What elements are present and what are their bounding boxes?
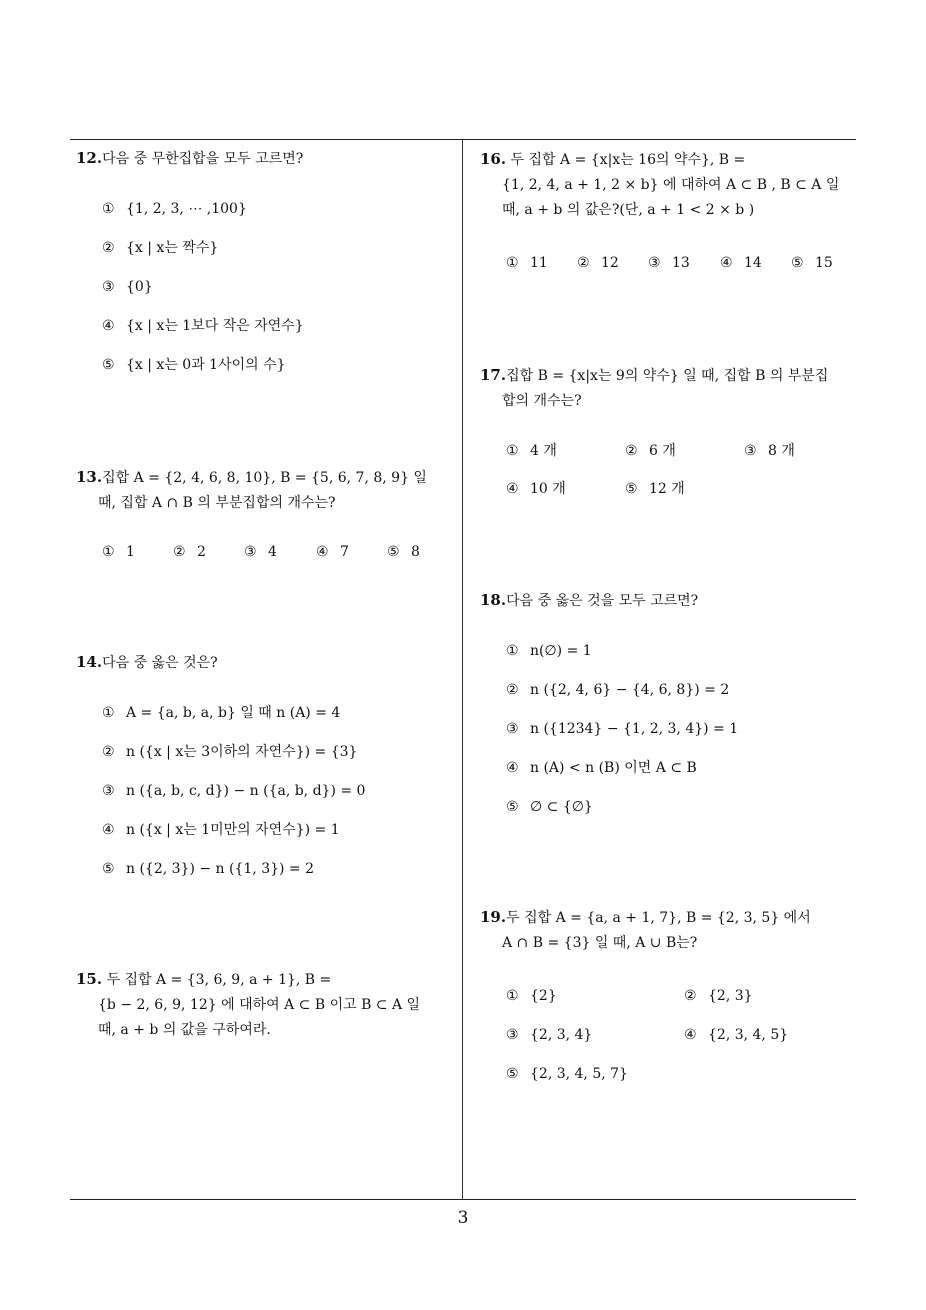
option-marker: ⑤ bbox=[506, 1066, 519, 1082]
option-marker: ① bbox=[102, 544, 115, 560]
question-text-line-1: 두 집합 A = {3, 6, 9, a + 1}, B = bbox=[106, 972, 332, 988]
question-text: 다음 중 무한집합을 모두 고르면? bbox=[102, 151, 304, 167]
option-marker: ⑤ bbox=[387, 544, 400, 560]
option-1[interactable] bbox=[102, 197, 247, 222]
option-marker: ⑤ bbox=[791, 255, 804, 271]
option-4[interactable] bbox=[316, 540, 349, 565]
option-marker: ② bbox=[102, 744, 115, 760]
question-number: 14. bbox=[76, 653, 103, 671]
option-1[interactable] bbox=[506, 251, 548, 276]
question-15-stem bbox=[76, 967, 454, 1043]
page-number: 3 bbox=[457, 1208, 469, 1228]
question-number: 16. bbox=[480, 150, 507, 168]
question-text: 다음 중 옳은 것은? bbox=[102, 655, 218, 671]
question-text-line-1: 두 집합 A = {x|x는 16의 약수}, B = bbox=[510, 152, 746, 168]
option-marker: ③ bbox=[102, 783, 115, 799]
option-text: {1, 2, 3, ⋯ ,100} bbox=[126, 201, 247, 217]
option-3[interactable] bbox=[506, 717, 738, 742]
option-text: 1 bbox=[126, 544, 135, 560]
question-12-stem bbox=[76, 146, 454, 172]
column-divider bbox=[462, 139, 463, 1200]
option-marker: ③ bbox=[102, 279, 115, 295]
question-17 bbox=[480, 363, 858, 497]
option-1[interactable] bbox=[506, 984, 557, 1009]
question-number: 13. bbox=[76, 468, 103, 486]
option-1[interactable] bbox=[102, 701, 340, 726]
question-text-line-2: A ∩ B = {3} 일 때, A ∪ B는? bbox=[502, 935, 698, 951]
question-number: 15. bbox=[76, 970, 103, 988]
option-marker: ④ bbox=[102, 318, 115, 334]
option-4[interactable] bbox=[720, 251, 762, 276]
option-marker: ③ bbox=[244, 544, 257, 560]
question-number: 19. bbox=[480, 908, 507, 926]
option-5[interactable] bbox=[506, 1062, 628, 1087]
option-marker: ② bbox=[625, 443, 638, 459]
question-14-stem bbox=[76, 650, 454, 676]
question-14 bbox=[76, 650, 454, 877]
question-text-line-1: 집합 A = {2, 4, 6, 8, 10}, B = {5, 6, 7, 8, 9} 일 bbox=[102, 470, 427, 486]
option-text: 7 bbox=[340, 544, 349, 560]
option-text: {0} bbox=[126, 279, 153, 295]
option-5[interactable] bbox=[791, 251, 833, 276]
question-18 bbox=[480, 588, 858, 815]
option-4[interactable] bbox=[102, 314, 304, 339]
option-text: ∅ ⊂ {∅} bbox=[530, 799, 593, 815]
question-13-stem bbox=[76, 465, 454, 516]
option-text: 10 개 bbox=[530, 481, 566, 497]
option-text: {2, 3} bbox=[708, 988, 753, 1004]
question-text-line-1: 집합 B = {x|x는 9의 약수} 일 때, 집합 B 의 부분집 bbox=[506, 368, 829, 384]
option-marker: ⑤ bbox=[102, 861, 115, 877]
option-marker: ④ bbox=[720, 255, 733, 271]
question-text-line-2: 합의 개수는? bbox=[502, 393, 582, 409]
option-text: 12 bbox=[601, 255, 619, 271]
option-2[interactable] bbox=[625, 439, 676, 464]
option-4[interactable] bbox=[684, 1023, 788, 1048]
option-text: 8 개 bbox=[768, 443, 795, 459]
question-text-line-3: 때, a + b 의 값은?(단, a + 1 < 2 × b ) bbox=[502, 202, 755, 218]
option-text: 2 bbox=[197, 544, 206, 560]
option-text: 14 bbox=[744, 255, 762, 271]
option-3[interactable] bbox=[102, 275, 153, 300]
option-text: {x | x는 0과 1사이의 수} bbox=[126, 357, 286, 373]
question-19 bbox=[480, 905, 858, 1082]
question-16-stem bbox=[480, 147, 858, 223]
question-text-line-2: {b − 2, 6, 9, 12} 에 대하여 A ⊂ B 이고 B ⊂ A 일 bbox=[98, 997, 421, 1013]
option-2[interactable] bbox=[506, 678, 729, 703]
option-1[interactable] bbox=[506, 639, 592, 664]
option-text: n ({2, 4, 6} − {4, 6, 8}) = 2 bbox=[530, 682, 730, 698]
option-text: 13 bbox=[672, 255, 690, 271]
option-marker: ③ bbox=[648, 255, 661, 271]
option-text: {x | x는 짝수} bbox=[126, 240, 219, 256]
option-marker: ② bbox=[173, 544, 186, 560]
option-text: 11 bbox=[530, 255, 548, 271]
option-marker: ① bbox=[506, 255, 519, 271]
option-marker: ① bbox=[506, 443, 519, 459]
option-text: n(∅) = 1 bbox=[530, 643, 592, 659]
option-2[interactable] bbox=[173, 540, 206, 565]
option-marker: ③ bbox=[506, 1027, 519, 1043]
option-2[interactable] bbox=[102, 236, 218, 261]
option-marker: ④ bbox=[506, 481, 519, 497]
option-4[interactable] bbox=[102, 818, 340, 843]
option-2[interactable] bbox=[102, 740, 357, 765]
option-3[interactable] bbox=[102, 779, 365, 804]
option-1[interactable] bbox=[506, 439, 557, 464]
option-5[interactable] bbox=[506, 795, 593, 820]
option-text: 15 bbox=[815, 255, 833, 271]
option-5[interactable] bbox=[102, 857, 314, 882]
option-marker: ② bbox=[102, 240, 115, 256]
option-text: {2} bbox=[530, 988, 557, 1004]
option-marker: ① bbox=[506, 988, 519, 1004]
option-3[interactable] bbox=[648, 251, 690, 276]
option-text: {2, 3, 4, 5, 7} bbox=[530, 1066, 628, 1082]
option-3[interactable] bbox=[506, 1023, 592, 1048]
option-text: {x | x는 1보다 작은 자연수} bbox=[126, 318, 304, 334]
question-number: 12. bbox=[76, 149, 103, 167]
option-text: 8 bbox=[411, 544, 420, 560]
option-text: {2, 3, 4} bbox=[530, 1027, 593, 1043]
option-5[interactable] bbox=[102, 353, 286, 378]
question-number: 18. bbox=[480, 591, 507, 609]
question-number: 17. bbox=[480, 366, 507, 384]
option-text: n ({2, 3}) − n ({1, 3}) = 2 bbox=[126, 861, 315, 877]
option-marker: ① bbox=[102, 201, 115, 217]
question-text-line-2: {1, 2, 4, a + 1, 2 × b} 에 대하여 A ⊂ B , B ⊂ A 일 bbox=[502, 177, 840, 193]
option-marker: ② bbox=[577, 255, 590, 271]
question-15 bbox=[76, 967, 454, 1043]
question-12 bbox=[76, 146, 454, 373]
option-marker: ② bbox=[684, 988, 697, 1004]
option-text: n (A) < n (B) 이면 A ⊂ B bbox=[530, 760, 697, 776]
option-text: n ({1234} − {1, 2, 3, 4}) = 1 bbox=[530, 721, 739, 737]
option-marker: ① bbox=[506, 643, 519, 659]
option-2[interactable] bbox=[684, 984, 753, 1009]
option-1[interactable] bbox=[102, 540, 135, 565]
option-5[interactable] bbox=[625, 477, 685, 502]
option-2[interactable] bbox=[577, 251, 619, 276]
option-text: 4 bbox=[268, 544, 277, 560]
option-marker: ③ bbox=[744, 443, 757, 459]
option-marker: ④ bbox=[684, 1027, 697, 1043]
question-19-stem bbox=[480, 905, 858, 956]
option-marker: ④ bbox=[316, 544, 329, 560]
option-text: 4 개 bbox=[530, 443, 557, 459]
option-text: n ({x | x는 1미만의 자연수}) = 1 bbox=[126, 822, 340, 838]
question-17-stem bbox=[480, 363, 858, 414]
option-marker: ① bbox=[102, 705, 115, 721]
option-marker: ④ bbox=[506, 760, 519, 776]
question-18-stem bbox=[480, 588, 858, 614]
option-marker: ⑤ bbox=[625, 481, 638, 497]
question-13 bbox=[76, 465, 454, 560]
header-rule bbox=[70, 139, 856, 140]
option-4[interactable] bbox=[506, 477, 566, 502]
option-text: {2, 3, 4, 5} bbox=[708, 1027, 789, 1043]
option-text: n ({a, b, c, d}) − n ({a, b, d}) = 0 bbox=[126, 783, 366, 799]
option-marker: ③ bbox=[506, 721, 519, 737]
option-3[interactable] bbox=[244, 540, 277, 565]
option-text: n ({x | x는 3이하의 자연수}) = {3} bbox=[126, 744, 358, 760]
option-text: 12 개 bbox=[649, 481, 685, 497]
option-text: 6 개 bbox=[649, 443, 676, 459]
option-marker: ② bbox=[506, 682, 519, 698]
question-text-line-2: 때, 집합 A ∩ B 의 부분집합의 개수는? bbox=[98, 495, 336, 511]
footer-rule bbox=[70, 1199, 856, 1200]
option-text: A = {a, b, a, b} 일 때 n (A) = 4 bbox=[126, 705, 341, 721]
question-16 bbox=[480, 147, 858, 271]
option-marker: ⑤ bbox=[506, 799, 519, 815]
option-4[interactable] bbox=[506, 756, 697, 781]
question-text-line-1: 두 집합 A = {a, a + 1, 7}, B = {2, 3, 5} 에서 bbox=[506, 910, 811, 926]
option-marker: ⑤ bbox=[102, 357, 115, 373]
option-5[interactable] bbox=[387, 540, 420, 565]
option-marker: ④ bbox=[102, 822, 115, 838]
question-text: 다음 중 옳은 것을 모두 고르면? bbox=[506, 593, 699, 609]
question-text-line-3: 때, a + b 의 값을 구하여라. bbox=[98, 1022, 271, 1038]
option-3[interactable] bbox=[744, 439, 795, 464]
